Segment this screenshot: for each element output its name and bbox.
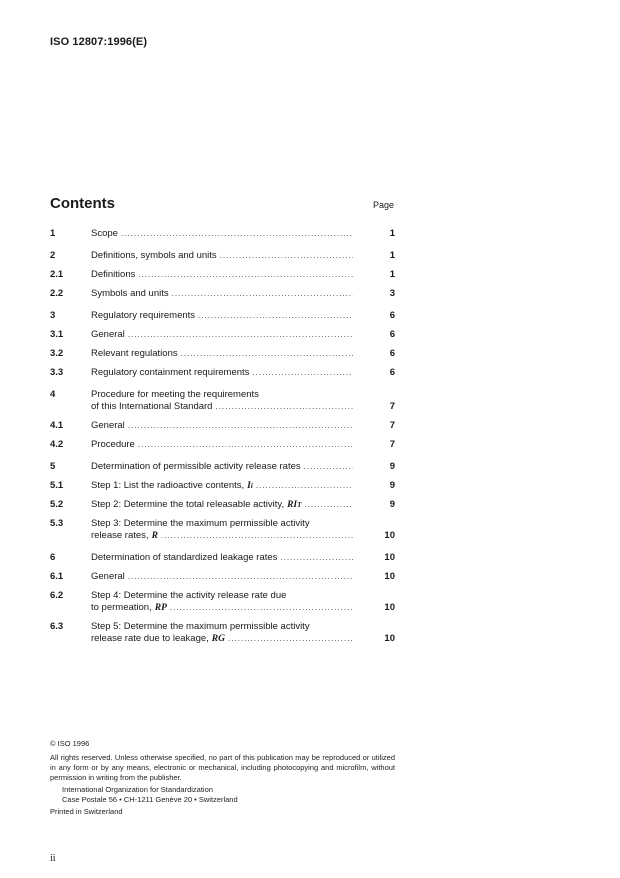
toc-entry-title: Symbols and units <box>91 288 169 299</box>
toc-entry-number: 2 <box>50 250 56 261</box>
toc-entry-title: Step 2: Determine the total releasable activity, <box>91 499 285 510</box>
dot-leader <box>198 310 353 322</box>
toc-entry-page: 3 <box>389 288 395 299</box>
toc-entry-page: 7 <box>389 439 395 450</box>
dot-leader <box>128 420 353 432</box>
rights-statement: All rights reserved. Unless otherwise specified, no part of this publication may be reproduced or utilized in any form or by any means, electronic or mechanical, including photocopying and microfilm, without permission in writing from the publisher. <box>50 753 395 782</box>
toc-entry-symbol: R <box>151 531 158 541</box>
toc-entry <box>50 420 395 432</box>
toc-entry-number: 6.1 <box>50 571 64 582</box>
dot-leader <box>181 348 353 360</box>
copyright-block <box>50 739 395 817</box>
dot-leader <box>220 250 353 262</box>
toc-entry-title: General <box>91 420 125 431</box>
toc-entry <box>50 552 395 564</box>
toc-entry <box>50 439 395 451</box>
dot-leader <box>172 288 353 300</box>
toc-entry-page: 6 <box>389 367 395 378</box>
toc-entry-symbol: RP <box>154 603 167 613</box>
toc-entry-number: 5.1 <box>50 480 64 491</box>
toc-entry <box>50 367 395 379</box>
organization-name: International Organization for Standardization <box>62 785 213 794</box>
toc-entry-title: Definitions, symbols and units <box>91 250 217 261</box>
toc-entry <box>50 590 395 614</box>
toc-entry-title: Procedure for meeting the requirements <box>91 389 259 400</box>
toc-entry-number: 2.1 <box>50 269 64 280</box>
toc-entry <box>50 250 395 262</box>
toc-entry-title: Regulatory containment requirements <box>91 367 250 378</box>
toc-entry <box>50 571 395 583</box>
toc-entry-symbol: I <box>247 481 251 491</box>
toc-entry <box>50 228 395 240</box>
toc-entry-number: 6.2 <box>50 590 64 601</box>
dot-leader <box>280 552 353 564</box>
contents-title: Contents <box>50 195 115 212</box>
toc-entry-page: 10 <box>384 571 395 582</box>
toc-entry-number: 3.3 <box>50 367 64 378</box>
dot-leader <box>138 269 353 281</box>
toc-entry-page: 1 <box>389 250 395 261</box>
table-of-contents <box>50 228 395 645</box>
dot-leader <box>121 228 353 240</box>
toc-entry-number: 1 <box>50 228 56 239</box>
printed-location: Printed in Switzerland <box>50 807 123 816</box>
organization-address: Case Postale 56 • CH-1211 Genève 20 • Switzerland <box>62 795 238 804</box>
toc-entry-symbol: RG <box>211 634 225 644</box>
toc-entry <box>50 329 395 341</box>
toc-entry-title: Relevant regulations <box>91 348 178 359</box>
toc-entry <box>50 499 395 511</box>
toc-entry-number: 4 <box>50 389 56 400</box>
dot-leader <box>304 499 353 511</box>
toc-entry-number: 4.1 <box>50 420 64 431</box>
toc-entry-title: Step 5: Determine the maximum permissible activity <box>91 621 310 632</box>
toc-entry-title: to permeation, <box>91 602 152 613</box>
toc-entry-title: of this International Standard <box>91 401 213 412</box>
toc-entry-title: Procedure <box>91 439 135 450</box>
dot-leader <box>128 329 353 341</box>
toc-entry-title: General <box>91 571 125 582</box>
toc-entry-symbol: RI <box>287 500 298 510</box>
toc-entry-page: 7 <box>389 401 395 412</box>
toc-entry-page: 9 <box>389 461 395 472</box>
toc-entry-title: release rates, <box>91 530 149 541</box>
toc-entry-symbol-subscript: T <box>297 501 302 509</box>
document-header: ISO 12807:1996(E) <box>50 36 148 48</box>
dot-leader <box>170 602 353 614</box>
toc-entry-number: 6.3 <box>50 621 64 632</box>
toc-entry-page: 6 <box>389 329 395 340</box>
toc-entry <box>50 310 395 322</box>
dot-leader <box>304 461 353 473</box>
toc-entry-number: 4.2 <box>50 439 64 450</box>
toc-entry <box>50 480 395 492</box>
toc-entry-page: 1 <box>389 228 395 239</box>
toc-entry-title: General <box>91 329 125 340</box>
dot-leader <box>128 571 353 583</box>
toc-entry-title: Determination of permissible activity release rates <box>91 461 301 472</box>
toc-entry-title: Step 3: Determine the maximum permissible activity <box>91 518 310 529</box>
toc-entry-page: 10 <box>384 530 395 541</box>
toc-entry-symbol-subscript: i <box>250 482 253 490</box>
toc-entry-page: 10 <box>384 602 395 613</box>
dot-leader <box>161 530 353 542</box>
dot-leader <box>138 439 353 451</box>
toc-entry-page: 6 <box>389 348 395 359</box>
toc-entry <box>50 269 395 281</box>
toc-entry <box>50 518 395 542</box>
dot-leader <box>256 480 353 492</box>
toc-entry-title: Determination of standardized leakage rates <box>91 552 278 563</box>
toc-entry-title: Regulatory requirements <box>91 310 196 321</box>
toc-entry-number: 5.2 <box>50 499 64 510</box>
toc-entry-number: 3 <box>50 310 56 321</box>
toc-entry-title: release rate due to leakage, <box>91 633 209 644</box>
toc-entry-page: 9 <box>389 480 395 491</box>
toc-entry <box>50 389 395 413</box>
toc-entry-number: 3.2 <box>50 348 64 359</box>
toc-entry-number: 6 <box>50 552 56 563</box>
toc-entry-page: 1 <box>389 269 395 280</box>
toc-entry-title: Scope <box>91 228 118 239</box>
toc-entry-number: 3.1 <box>50 329 64 340</box>
toc-entry <box>50 348 395 360</box>
toc-entry-title: Step 1: List the radioactive contents, <box>91 480 245 491</box>
toc-entry-number: 5 <box>50 461 56 472</box>
toc-entry-page: 7 <box>389 420 395 431</box>
toc-entry-number: 5.3 <box>50 518 64 529</box>
toc-entry-page: 10 <box>384 633 395 644</box>
dot-leader <box>228 633 353 645</box>
toc-entry <box>50 288 395 300</box>
toc-entry <box>50 621 395 645</box>
toc-entry-title: Step 4: Determine the activity release rate due <box>91 590 287 601</box>
dot-leader <box>252 367 353 379</box>
toc-entry-page: 10 <box>384 552 395 563</box>
page-column-label: Page <box>373 200 395 210</box>
toc-entry-title: Definitions <box>91 269 136 280</box>
copyright-notice: © ISO 1996 <box>50 739 90 748</box>
dot-leader <box>215 401 353 413</box>
toc-entry-page: 6 <box>389 310 395 321</box>
footer-page-number: ii <box>50 853 56 864</box>
toc-entry-page: 9 <box>389 499 395 510</box>
toc-entry-number: 2.2 <box>50 288 64 299</box>
toc-entry <box>50 461 395 473</box>
